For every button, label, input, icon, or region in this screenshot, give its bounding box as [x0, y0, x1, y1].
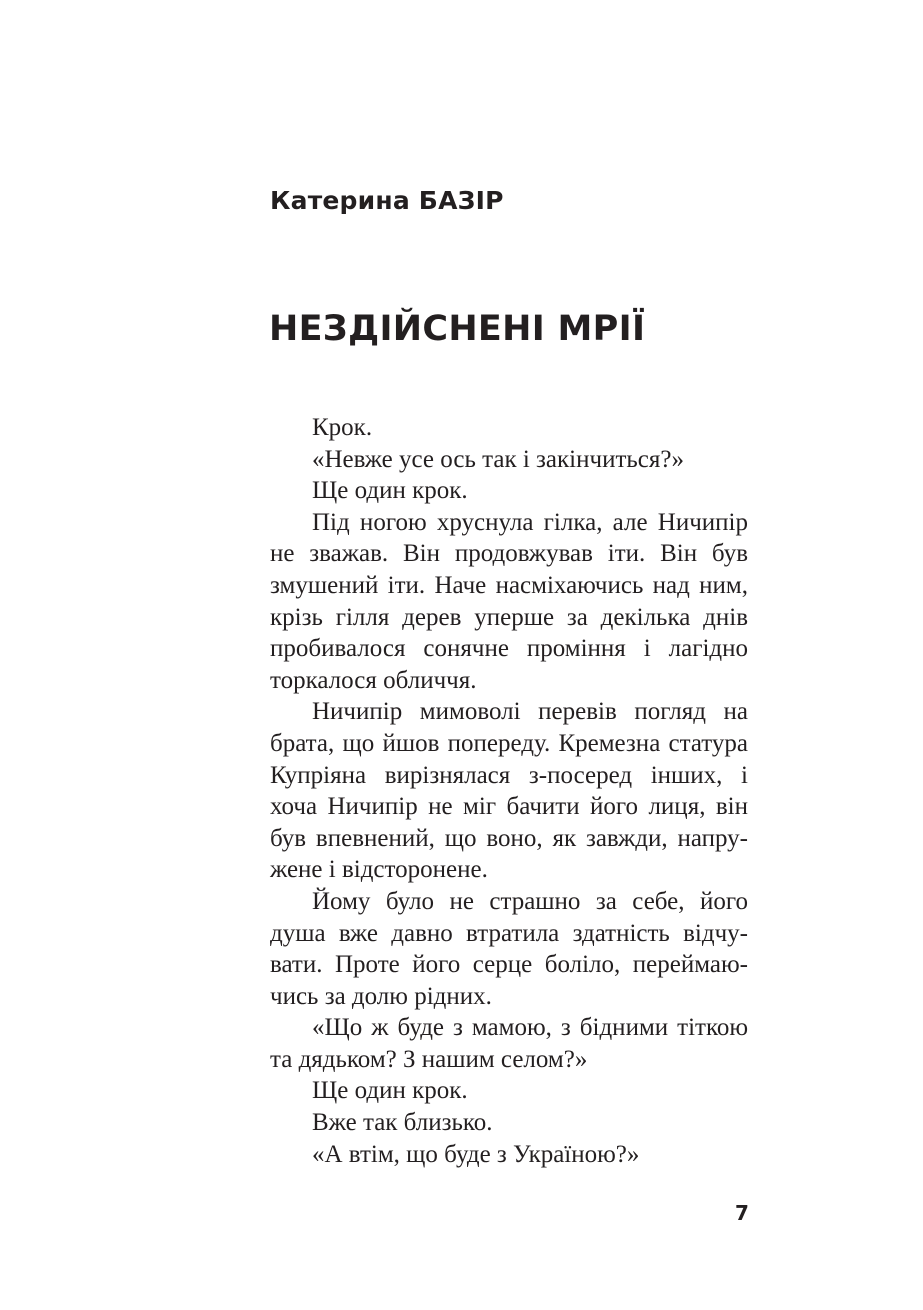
paragraph: Крок. — [312, 414, 373, 441]
paragraph: Під ногою хруснула гілка, але Ничипір не зважав. Він продовжував іти. Він був змушений іти. Наче насміхаючись над ним, крізь гілля дерев уперше за декілька днів пробивалося сонячне проміння і лагідно торкалося обличчя. — [270, 508, 748, 694]
paragraph: Йому було не страшно за себе, його душа вже давно втратила здатність відчувати. Проте його серце боліло, переймаючись за долю рідних. — [270, 887, 748, 1010]
paragraph: «Що ж буде з мамою, з бідними тіткою та дядьком? З нашим селом?» — [270, 1014, 748, 1073]
paragraph: Ще один крок. — [312, 477, 468, 505]
paragraph: «Невже усе ось так і закінчиться?» — [312, 445, 684, 473]
paragraph: Вже так близько. — [312, 1109, 493, 1137]
story-title: НЕЗДІЙСНЕНІ МРІЇ — [269, 309, 646, 349]
author-name: Катерина БАЗІР — [270, 186, 504, 215]
story-body — [270, 412, 748, 1170]
paragraph: Ще один крок. — [312, 1077, 468, 1105]
page-number: 7 — [735, 1201, 749, 1225]
paragraph: «А втім, що буде з Україною?» — [312, 1140, 640, 1168]
paragraph: Ничипір мимоволі перевів погляд на брата, що йшов попереду. Кремезна статура Купріяна вирізнялася з-посеред інших, і хоча Ничипір не міг бачити його лиця, він був впевнений, що воно, як завжди, напружене і відсторонене. — [270, 698, 748, 884]
